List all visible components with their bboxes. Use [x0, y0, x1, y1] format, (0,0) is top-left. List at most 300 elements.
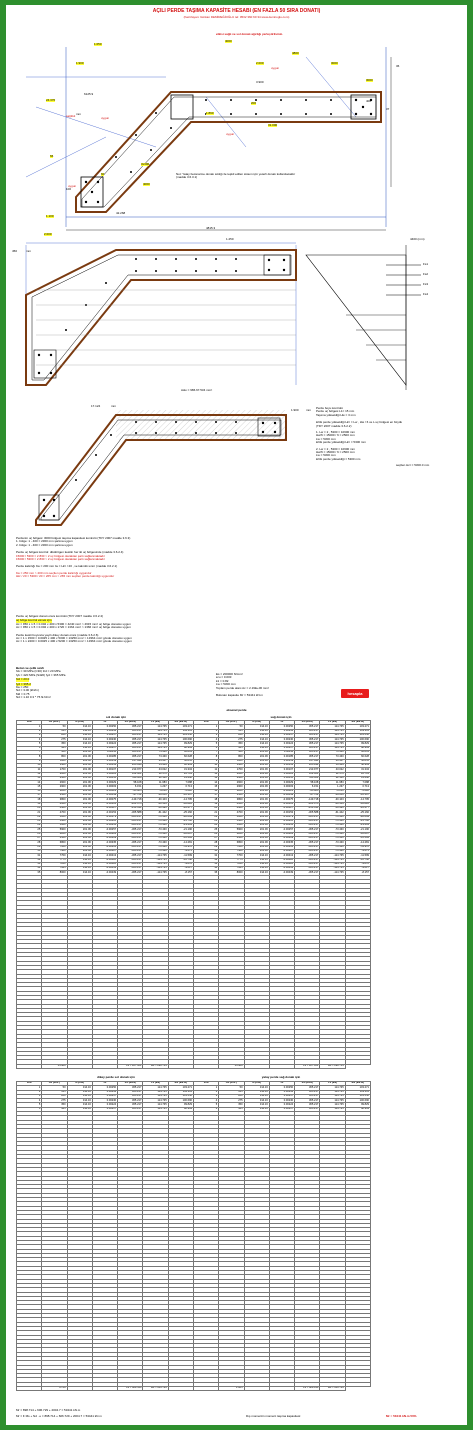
- dim-label: 6125.9: [84, 92, 94, 96]
- dim-label: 36: [396, 64, 400, 68]
- table-cell: 317.891: [118, 759, 143, 763]
- table-cell: 22.701: [345, 772, 370, 776]
- table-cell: -0.00075: [269, 798, 294, 802]
- table-total-cell: Ms = 898.714: [320, 1064, 345, 1068]
- table-cell: -114.735: [320, 871, 345, 875]
- input-line[interactable]: fyd = 365.2: [16, 681, 31, 686]
- table-cell: 4: [193, 1099, 218, 1103]
- table-cell: -0.00335: [269, 841, 294, 845]
- table-cell: -365.217: [295, 845, 320, 849]
- table-cell: 201.06: [67, 845, 92, 849]
- table-header-cell: σs (MPa): [295, 1082, 320, 1086]
- table-cell: -9.017: [345, 867, 370, 871]
- table-cell: 20: [193, 806, 218, 810]
- table-cell: -30.103: [143, 798, 168, 802]
- table-cell: -365.217: [118, 862, 143, 866]
- table-cell: 63.917: [320, 759, 345, 763]
- table-cell: 31.334: [345, 768, 370, 772]
- table-cell: 18: [193, 798, 218, 802]
- table-cell: 23: [193, 819, 218, 823]
- table-cell: 34: [193, 867, 218, 871]
- table-cell: 201.06: [244, 768, 269, 772]
- table-cell: 40.939: [345, 763, 370, 767]
- calc-line: 2. Lw = 2 , 5300 = 10600 mm: [316, 446, 356, 451]
- table-cell: 114.735: [320, 746, 345, 750]
- table-cell: 7925: [219, 867, 244, 871]
- table-cell: 114.735: [320, 733, 345, 737]
- table-cell: 314.16: [67, 1094, 92, 1098]
- dim-label: 17.124: [91, 404, 101, 408]
- calc-line: Taşıma yüksekliği Hw = 3 mm: [316, 412, 356, 417]
- table-cell: -18.887: [345, 832, 370, 836]
- table-cell: -25.160: [345, 811, 370, 815]
- table2-right-title: yatay perde sağ donatı için: [261, 1075, 301, 1079]
- table-cell: 7700: [42, 854, 67, 858]
- dim-label: 1.890: [206, 111, 214, 115]
- table-cell: 114.735: [320, 742, 345, 746]
- table-cell: 0.00237: [269, 1094, 294, 1098]
- table-cell: [345, 1382, 370, 1386]
- check-line: 15000 / 5300 = 2.830 > 2 uç bölgesi olaraktan şartı sağlanmaktadır: [16, 553, 106, 558]
- table-cell: 201.06: [244, 789, 269, 793]
- table-cell: -365.217: [295, 867, 320, 871]
- table-cell: 314.16: [67, 867, 92, 871]
- table-cell: -0.00361: [92, 845, 117, 849]
- table-cell: 114.735: [143, 725, 168, 729]
- table-cell: 29: [17, 845, 42, 849]
- table-cell: 162.021: [295, 772, 320, 776]
- table-cell: 1100: [219, 759, 244, 763]
- table-cell: 102.411: [168, 729, 193, 733]
- table-cell: -28.099: [168, 815, 193, 819]
- table-cell: 4100: [219, 802, 244, 806]
- table-cell: -0.00439: [269, 871, 294, 875]
- table-header-cell: εs: [269, 721, 294, 725]
- table-cell: 114.735: [320, 1094, 345, 1098]
- table-cell: 17: [193, 794, 218, 798]
- force-label: Fs1: [423, 262, 429, 266]
- compute-button[interactable]: hesapla: [341, 689, 369, 698]
- table-cell: 0.00230: [269, 738, 294, 742]
- table-cell: 0.00185: [269, 755, 294, 759]
- table-cell: 7100: [219, 845, 244, 849]
- table-cell: 15: [17, 785, 42, 789]
- table-cell: 114.735: [320, 725, 345, 729]
- table-cell: 73.430: [320, 751, 345, 755]
- table-cell: -0.00257: [92, 828, 117, 832]
- calc-line: Perde boyu kontrolü: [316, 406, 343, 410]
- table-cell: -201.675: [118, 802, 143, 806]
- table-cell: 201.06: [67, 841, 92, 845]
- status-note: uygun: [101, 116, 110, 120]
- table-cell: 365.217: [118, 755, 143, 759]
- table-cell: 200: [42, 1094, 67, 1098]
- calc-line: Perde uç bölgesi L1= 15 mm: [316, 409, 355, 414]
- table-cell: 114.735: [143, 1099, 168, 1103]
- table-cell: 98.969: [345, 1107, 370, 1111]
- table-cell: -9.210: [143, 789, 168, 793]
- status-note: sağlıklı: [66, 114, 76, 118]
- table-cell: 11: [17, 768, 42, 772]
- table-cell: 201.06: [244, 841, 269, 845]
- input-line[interactable]: fcd = 20.0: [16, 677, 30, 682]
- ratio-line: Ac = 1 x 1500 = 0.0025 x 400 x 5300 = 13250 mm² > 13364 mm² gövde donatısı uygun: [16, 636, 132, 641]
- table-cell: 201.06: [244, 785, 269, 789]
- table-cell: -50.996: [143, 806, 168, 810]
- table-total-cell: Fs = 688.410: [118, 1387, 143, 1391]
- table-cell: 350: [42, 742, 67, 746]
- table-cell: 19: [193, 802, 218, 806]
- dim-label: 24.370: [46, 98, 56, 102]
- table-cell: 201.06: [244, 832, 269, 836]
- table-cell: 0.00230: [92, 1099, 117, 1103]
- table-cell: -23.493: [168, 824, 193, 828]
- table-cell: -0.00101: [92, 802, 117, 806]
- table-cell: 201.06: [67, 768, 92, 772]
- table-cell: -114.735: [143, 854, 168, 858]
- table-cell: 40.939: [168, 763, 193, 767]
- table-cell: -18.822: [345, 802, 370, 806]
- table-cell: 275: [219, 1099, 244, 1103]
- table-total-cell: Fs = 187.321: [295, 1064, 320, 1068]
- table-cell: 3500: [42, 794, 67, 798]
- table-header-cell: σs (MPa): [118, 1082, 143, 1086]
- table-cell: 5600: [42, 824, 67, 828]
- table-cell: 9: [193, 759, 218, 763]
- table-cell: 16: [193, 789, 218, 793]
- table-cell: -73.430: [143, 841, 168, 845]
- dim-label: 400: [366, 99, 372, 103]
- table-cell: -73.430: [143, 845, 168, 849]
- table-header-cell: εs: [92, 721, 117, 725]
- footer-line: Mr = Σ Ms + Nd . e = 898.714 + 606.729 + 2004.7 = 53441 kN.m: [16, 1414, 102, 1418]
- angled-wall-drawing-3: [6, 400, 306, 530]
- table-cell: -73.430: [320, 841, 345, 845]
- table-cell: -11.599: [345, 854, 370, 858]
- table-cell: -28.099: [345, 815, 370, 819]
- table-cell: -61.442: [320, 811, 345, 815]
- table-cell: 35: [17, 871, 42, 875]
- table-cell: -365.217: [295, 862, 320, 866]
- dim-label: mm: [306, 408, 311, 412]
- table-cell: 314.16: [67, 862, 92, 866]
- table-cell: 314.16: [67, 858, 92, 862]
- table-cell: 201.06: [67, 828, 92, 832]
- table-cell: -16.584: [168, 837, 193, 841]
- table-cell: 0.00029: [92, 781, 117, 785]
- table-cell: -10.197: [345, 794, 370, 798]
- table-cell: 13: [193, 776, 218, 780]
- status-note: uygun: [68, 184, 77, 188]
- dim-label: 4800: [292, 51, 299, 55]
- table-cell: -0.00433: [269, 867, 294, 871]
- table-cell: 7.088: [345, 781, 370, 785]
- ratio-line: Perde uç bölgesi donatı oranı kontrolü (TDY 2007 madde 3.6.2.4): [16, 614, 103, 618]
- table-cell: 314.16: [244, 1090, 269, 1094]
- table-cell: 6.151: [295, 785, 320, 789]
- table-cell: -0.00179: [269, 815, 294, 819]
- table-cell: 60.628: [168, 755, 193, 759]
- table-cell: -73.430: [143, 815, 168, 819]
- table-total-cell: [244, 1387, 269, 1391]
- table-cell: -50.996: [320, 806, 345, 810]
- table-cell: -365.217: [295, 858, 320, 862]
- table-cell: -0.00420: [92, 858, 117, 862]
- table-cell: 0.00211: [269, 751, 294, 755]
- force-label: Fs3: [423, 282, 429, 286]
- table-cell: 314.16: [67, 1086, 92, 1090]
- table-cell: -45.805: [118, 789, 143, 793]
- table-cell: 30: [17, 849, 42, 853]
- table-cell: 17: [17, 794, 42, 798]
- table-cell: 1100: [42, 759, 67, 763]
- table-header-cell: sıra: [17, 1082, 42, 1086]
- table-cell: 100.690: [168, 1099, 193, 1103]
- table-cell: 0.00243: [92, 729, 117, 733]
- table-cell: 5300: [219, 819, 244, 823]
- table-cell: -25.796: [168, 819, 193, 823]
- table-cell: 201.06: [67, 802, 92, 806]
- table-cell: 201.06: [244, 819, 269, 823]
- table-cell: 201.06: [244, 837, 269, 841]
- table1-title: eksenel perde: [226, 708, 247, 712]
- dim-label: 3x300: [141, 162, 150, 166]
- table-cell: -73.430: [320, 845, 345, 849]
- table-cell: 0.00217: [92, 1107, 117, 1111]
- table-cell: 365.217: [118, 742, 143, 746]
- result-value: Mr = 53441 kN.m 50%: [386, 1414, 417, 1418]
- dim-label: 2.000: [44, 232, 52, 236]
- table-cell: 365.217: [118, 738, 143, 742]
- table-cell: 114.735: [143, 742, 168, 746]
- table-cell: 58.108: [295, 781, 320, 785]
- table-cell: 43.022: [320, 768, 345, 772]
- table-cell: 365.217: [118, 729, 143, 733]
- table-cell: 201.06: [67, 794, 92, 798]
- table-cell: 32: [193, 858, 218, 862]
- calc-line: 1. Lw = 2 , 5300 = 10600 mm: [316, 430, 356, 435]
- table-cell: 110.064: [118, 776, 143, 780]
- table-cell: -22.277: [168, 806, 193, 810]
- table-cell: 2: [17, 729, 42, 733]
- table-cell: 201.06: [244, 802, 269, 806]
- table-cell: -19.656: [143, 794, 168, 798]
- dim-label: 4000: [143, 182, 150, 186]
- table-cell: 6200: [219, 832, 244, 836]
- table-cell: 2900: [42, 785, 67, 789]
- table-cell: 365.217: [118, 1099, 143, 1103]
- table-cell: 0.00243: [269, 729, 294, 733]
- table-cell: 201.06: [67, 832, 92, 836]
- table-cell: 114.735: [143, 1090, 168, 1094]
- table-cell: 365.217: [118, 733, 143, 737]
- table-cell: 4400: [219, 806, 244, 810]
- table-cell: -22.277: [345, 806, 370, 810]
- table-cell: 4700: [219, 811, 244, 815]
- table-cell: 103.271: [345, 1086, 370, 1090]
- table-total-cell: 15.989: [219, 1064, 244, 1068]
- table-cell: 3500: [219, 794, 244, 798]
- table-cell: 3200: [219, 789, 244, 793]
- table-cell: 6.151: [118, 785, 143, 789]
- table-cell: 1: [193, 725, 218, 729]
- table-header-cell: As (mm²): [219, 721, 244, 725]
- table-cell: 8: [193, 755, 218, 759]
- table-cell: -365.217: [118, 867, 143, 871]
- table-cell: 365.217: [118, 725, 143, 729]
- table-cell: 0.00230: [92, 738, 117, 742]
- table-cell: 5600: [219, 824, 244, 828]
- table-cell: 31.334: [168, 768, 193, 772]
- table-cell: 201.06: [244, 781, 269, 785]
- dim-label: 3000: [331, 61, 338, 65]
- table-cell: 201.06: [67, 798, 92, 802]
- table-cell: 7775: [42, 858, 67, 862]
- table-cell: 1700: [219, 768, 244, 772]
- ratio-line: Ac = 950 x 1.5 = 0.002 x 400 x 1720 = 1364 mm² > 1366 mm² uç bölge donatısı uygun: [16, 625, 131, 630]
- table-cell: 5300: [42, 819, 67, 823]
- table-cell: 33: [17, 862, 42, 866]
- table-cell: -114.735: [143, 871, 168, 875]
- table-cell: 5900: [219, 828, 244, 832]
- check-line: Perdenin uç bölgesi: 3000 bölgesi taşıma kapasitesi kontrolü (TDY 2007 madde 3.6.3): [16, 536, 131, 540]
- check-line: Hkr / 20 = 5300 / 20 = 265 mm > 265 mm seçilen perde kalınlığı uygundur: [16, 574, 115, 579]
- table-cell: 62.831: [168, 751, 193, 755]
- table-cell: -61.442: [143, 811, 168, 815]
- table-cell: 365.217: [118, 746, 143, 750]
- table-cell: -0.00309: [92, 837, 117, 841]
- table-cell: 314.16: [244, 871, 269, 875]
- table-cell: 98.969: [345, 746, 370, 750]
- table-cell: 314.16: [244, 862, 269, 866]
- table-total-cell: [193, 1387, 218, 1391]
- table-cell: -0.00309: [269, 837, 294, 841]
- table-cell: 201.06: [67, 763, 92, 767]
- table-cell: -365.217: [118, 845, 143, 849]
- table-cell: -0.00413: [269, 854, 294, 858]
- table-cell: 27: [193, 837, 218, 841]
- table-cell: 50.855: [345, 759, 370, 763]
- table-cell: 800: [42, 755, 67, 759]
- dim-label: 1.250: [226, 237, 234, 241]
- table-cell: 5: [193, 1103, 218, 1107]
- table-cell: 314.16: [67, 725, 92, 729]
- table-cell: 0.00250: [92, 725, 117, 729]
- table-cell: -16.584: [345, 837, 370, 841]
- table-cell: -365.217: [118, 858, 143, 862]
- table-cell: 1: [17, 725, 42, 729]
- table-cell: -365.217: [118, 815, 143, 819]
- table-cell: 0.00133: [92, 763, 117, 767]
- table-cell: 201.06: [244, 759, 269, 763]
- table-cell: -365.217: [295, 819, 320, 823]
- table-cell: 100.690: [345, 738, 370, 742]
- table-cell: 0.00237: [269, 733, 294, 737]
- table-cell: 99.829: [168, 1103, 193, 1107]
- table-cell: 2600: [42, 781, 67, 785]
- table-cell: -21.190: [345, 828, 370, 832]
- table-cell: 100.690: [345, 1099, 370, 1103]
- table-header-cell: Ms (kN.m): [345, 721, 370, 725]
- table-cell: 10: [17, 763, 42, 767]
- dim-label: mm: [76, 112, 81, 116]
- table-cell: 1.237: [143, 785, 168, 789]
- table-header-cell: d (mm): [244, 721, 269, 725]
- input-line: bw = 250: [16, 685, 29, 690]
- table-cell: -365.217: [295, 837, 320, 841]
- table-cell: -73.430: [143, 824, 168, 828]
- table-header-cell: Fs (kN): [143, 721, 168, 725]
- table-cell: 102.411: [345, 1090, 370, 1094]
- table-cell: 0.00230: [269, 1099, 294, 1103]
- table-cell: 365.217: [295, 742, 320, 746]
- table-cell: 7700: [219, 854, 244, 858]
- table-cell: -0.00231: [92, 824, 117, 828]
- table-cell: 0.00217: [92, 746, 117, 750]
- hcr-calc-block: [316, 407, 466, 468]
- table-cell: 29: [193, 845, 218, 849]
- table-cell: 201.06: [67, 837, 92, 841]
- table-cell: -365.217: [295, 824, 320, 828]
- footer-label: Dış momentin moment taşıma kapasitesi:: [246, 1414, 302, 1418]
- table-cell: 314.16: [67, 746, 92, 750]
- table-cell: 2: [17, 1090, 42, 1094]
- table-header-cell: d (mm): [67, 721, 92, 725]
- calc-line: Lw = 5300 mm: [316, 453, 336, 458]
- table-cell: -0.00413: [92, 854, 117, 858]
- table-cell: 314.16: [244, 1107, 269, 1111]
- table-cell: -0.00153: [92, 811, 117, 815]
- table-cell: 125: [219, 729, 244, 733]
- table-cell: 14.438: [345, 776, 370, 780]
- table-total-cell: 3.769: [42, 1387, 67, 1391]
- table-header-cell: Ms (kN.m): [345, 1082, 370, 1086]
- table-cell: -73.430: [320, 828, 345, 832]
- table-cell: 314.16: [244, 858, 269, 862]
- table-cell: 2900: [219, 785, 244, 789]
- calc-line: (TDY 2007 madde 3.6.2.2): [316, 423, 352, 428]
- table-cell: [17, 1064, 42, 1068]
- table-cell: 0.00107: [269, 768, 294, 772]
- dim-label: 3.900: [256, 80, 264, 84]
- table-cell: 114.735: [143, 746, 168, 750]
- table-cell: 201.06: [67, 819, 92, 823]
- table-cell: 32.576: [143, 772, 168, 776]
- table-cell: 3200: [42, 789, 67, 793]
- table-cell: 50: [219, 725, 244, 729]
- table-cell: -25.796: [345, 819, 370, 823]
- table-cell: -8.157: [168, 871, 193, 875]
- check-line: Perde kalınlığı bw = 200 mm tw = Hcr / 20 , ve kalınlık sınırı (madde 3.6.2.1): [16, 564, 118, 569]
- table-cell: 114.735: [320, 1090, 345, 1094]
- table-cell: 11: [193, 768, 218, 772]
- table-cell: 101.550: [168, 733, 193, 737]
- table-cell: -365.217: [118, 871, 143, 875]
- table-cell: -10.738: [345, 858, 370, 862]
- input-line: Bulunan kapasite Mr = 53441 kN.m: [216, 693, 263, 698]
- page-subtitle: (hazırlayan: Gürkan DEMİREĞİOĞLU tel: 0532 360 60 34 www.demiroglu.com): [183, 15, 290, 19]
- table-cell: 7100: [42, 845, 67, 849]
- table-cell: 2: [193, 729, 218, 733]
- table-totals-row: [17, 1387, 371, 1391]
- table-cell: 114.735: [320, 1107, 345, 1111]
- calc-line: kritik perde yüksekliği Hcr = 5300 mm: [316, 440, 366, 445]
- table-cell: 162.021: [118, 772, 143, 776]
- table-cell: 213.977: [118, 768, 143, 772]
- table-cell: 60.628: [345, 755, 370, 759]
- table-cell: -5.028: [345, 789, 370, 793]
- input-line: Toplam perde alanı Ac = 2.19E+06 mm²: [216, 685, 269, 690]
